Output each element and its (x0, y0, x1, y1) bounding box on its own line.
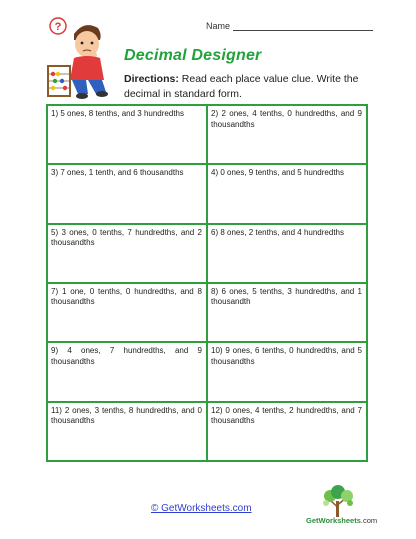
problem-cell-8[interactable]: 8) 6 ones, 5 tenths, 3 hundredths, and 1 thousandth (207, 283, 367, 342)
problem-cell-12[interactable]: 12) 0 ones, 4 tenths, 2 hundredths, and 7 thousandths (207, 402, 367, 461)
problem-grid (46, 104, 368, 462)
name-field-row (206, 21, 373, 31)
problem-cell-6[interactable]: 6) 8 ones, 2 tenths, and 4 hundredths (207, 224, 367, 283)
directions (124, 72, 372, 102)
problem-cell-9[interactable]: 9) 4 ones, 7 hundredths, and 9 thousandths (47, 342, 207, 401)
problem-cell-3[interactable]: 3) 7 ones, 1 tenth, and 6 thousandths (47, 164, 207, 223)
directions-text: Read each place value clue. Write the decimal in standard form. (124, 73, 359, 100)
name-label: Name (206, 21, 231, 31)
problem-cell-10[interactable]: 10) 9 ones, 6 tenths, 0 hundredths, and 5 thousandths (207, 342, 367, 401)
problem-cell-1[interactable]: 1) 5 ones, 8 tenths, and 3 hundredths (47, 105, 207, 164)
logo-suffix: .com (360, 516, 378, 525)
problem-cell-11[interactable]: 11) 2 ones, 3 tenths, 8 hundredths, and 0 thousandths (47, 402, 207, 461)
problem-cell-5[interactable]: 5) 3 ones, 0 tenths, 7 hundredths, and 2 thousandths (47, 224, 207, 283)
directions-label: Directions: (124, 73, 179, 85)
thinking-boy-with-abacus-illustration (44, 14, 122, 100)
logo-text (306, 516, 378, 525)
svg-text:?: ? (54, 21, 62, 33)
worksheet-title: Decimal Designer (124, 47, 262, 64)
logo-main: GetWorksheets (306, 516, 361, 525)
name-line[interactable] (233, 30, 373, 31)
problem-cell-4[interactable]: 4) 0 ones, 9 tenths, and 5 hundredths (207, 164, 367, 223)
problem-cell-7[interactable]: 7) 1 one, 0 tenths, 0 hundredths, and 8 thousandths (47, 283, 207, 342)
getworksheets-link[interactable]: © GetWorksheets.com (151, 503, 252, 514)
problem-cell-2[interactable]: 2) 2 ones, 4 tenths, 0 hundredths, and 9 thousandths (207, 105, 367, 164)
